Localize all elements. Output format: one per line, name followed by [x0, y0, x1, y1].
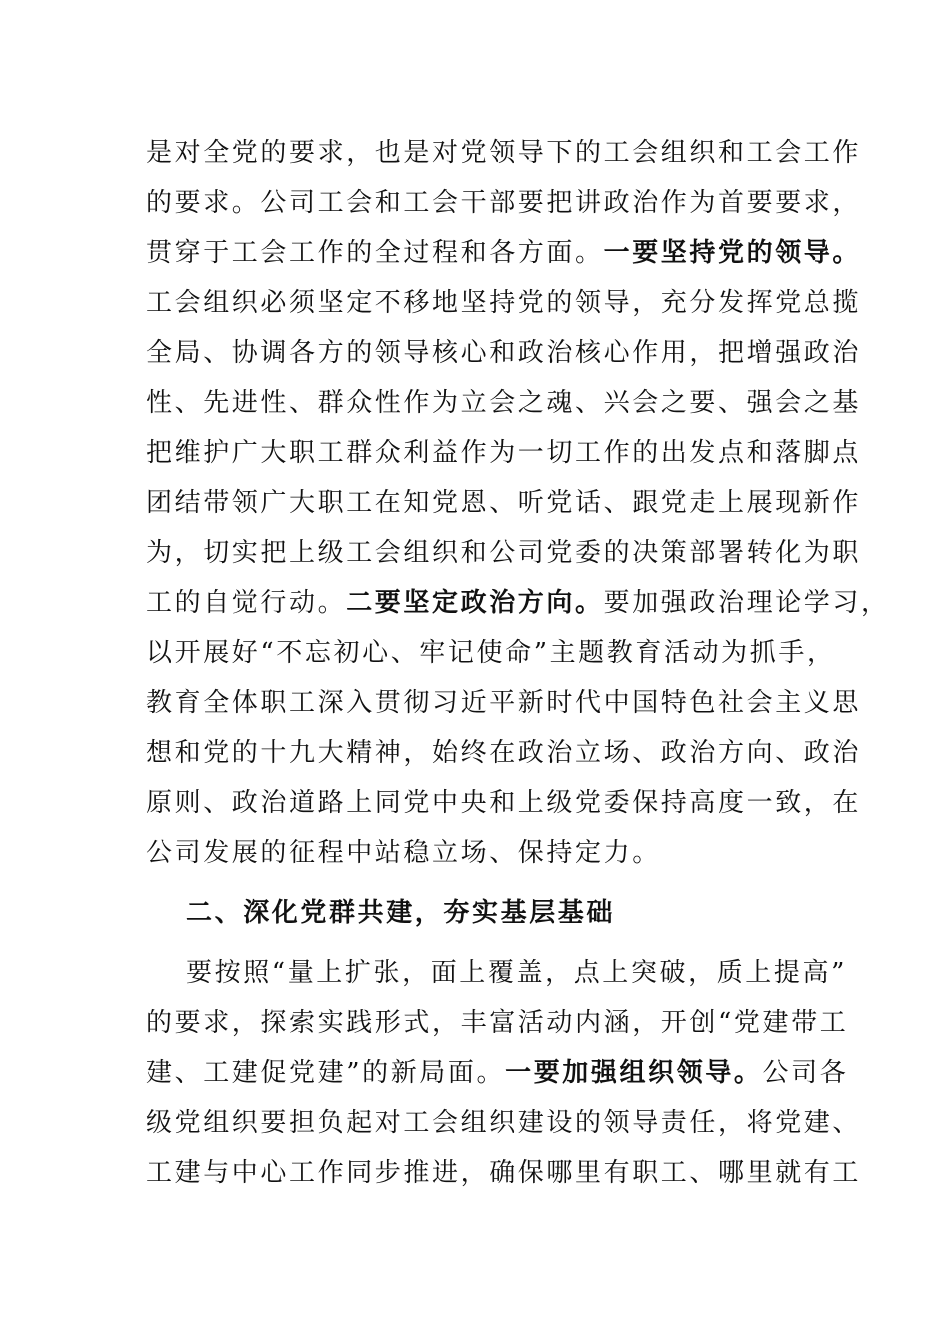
body-line: [146, 1048, 849, 1098]
text-run: 教育全体职工深入贯彻习近平新时代中国特色社会主义思: [146, 688, 862, 718]
section-heading: 二、深化党群共建，夯实基层基础: [186, 898, 616, 928]
text-run: 建、工建促党建”的新局面。: [146, 1058, 506, 1088]
body-line: [146, 228, 862, 278]
bold-point: 二要坚定政治方向。: [346, 588, 604, 618]
body-line: [186, 948, 886, 998]
text-run: 为，切实把上级工会组织和公司党委的决策部署转化为职: [146, 538, 862, 568]
body-line: [146, 178, 862, 228]
body-line: [146, 828, 846, 878]
bold-point: 一要加强组织领导。: [505, 1058, 763, 1088]
text-run: 要加强政治理论学习，: [603, 588, 890, 618]
text-run: 全局、协调各方的领导核心和政治核心作用，把增强政治: [146, 338, 862, 368]
text-run: 性、先进性、群众性作为立会之魂、兴会之要、强会之基: [146, 388, 862, 418]
text-run: 以开展好“不忘初心、牢记使命”主题教育活动为抓手，: [146, 638, 836, 668]
text-run: 的要求，探索实践形式，丰富活动内涵，开创“党建带工: [146, 1008, 849, 1038]
text-run: 团结带领广大职工在知党恩、听党话、跟党走上展现新作: [146, 488, 862, 518]
body-line: [146, 278, 862, 328]
text-run: 级党组织要担负起对工会组织建设的领导责任，将党建、: [146, 1108, 862, 1138]
body-line: [146, 478, 862, 528]
body-line: [146, 128, 862, 178]
body-line: [146, 1148, 862, 1198]
body-line: [146, 578, 890, 628]
body-line: [146, 778, 862, 828]
text-run: 工会组织必须坚定不移地坚持党的领导，充分发挥党总揽: [146, 288, 862, 318]
text-run: 把维护广大职工群众利益作为一切工作的出发点和落脚点: [146, 438, 862, 468]
body-line: [146, 678, 862, 728]
bold-point: 一要坚持党的领导。: [603, 238, 862, 268]
body-line: [146, 528, 862, 578]
text-run: 公司发展的征程中站稳立场、保持定力。: [146, 838, 661, 868]
body-line: [146, 728, 862, 778]
text-run: 公司各: [762, 1058, 849, 1088]
text-run: 是对全党的要求，也是对党领导下的工会组织和工会工作: [146, 138, 862, 168]
body-line: [146, 328, 862, 378]
body-line: [146, 378, 862, 428]
body-line: [146, 628, 846, 678]
text-run: 工的自觉行动。: [146, 588, 347, 618]
body-line: [146, 998, 849, 1048]
text-run: 贯穿于工会工作的全过程和各方面。: [146, 238, 604, 268]
text-run: 原则、政治道路上同党中央和上级党委保持高度一致，在: [146, 788, 862, 818]
body-line: [146, 428, 862, 478]
body-line: [146, 1098, 862, 1148]
text-run: 要按照“量上扩张，面上覆盖，点上突破，质上提高”: [186, 958, 847, 988]
text-run: 的要求。公司工会和工会干部要把讲政治作为首要要求，: [146, 188, 862, 218]
text-run: 工建与中心工作同步推进，确保哪里有职工、哪里就有工: [146, 1158, 862, 1188]
text-run: 想和党的十九大精神，始终在政治立场、政治方向、政治: [146, 738, 862, 768]
